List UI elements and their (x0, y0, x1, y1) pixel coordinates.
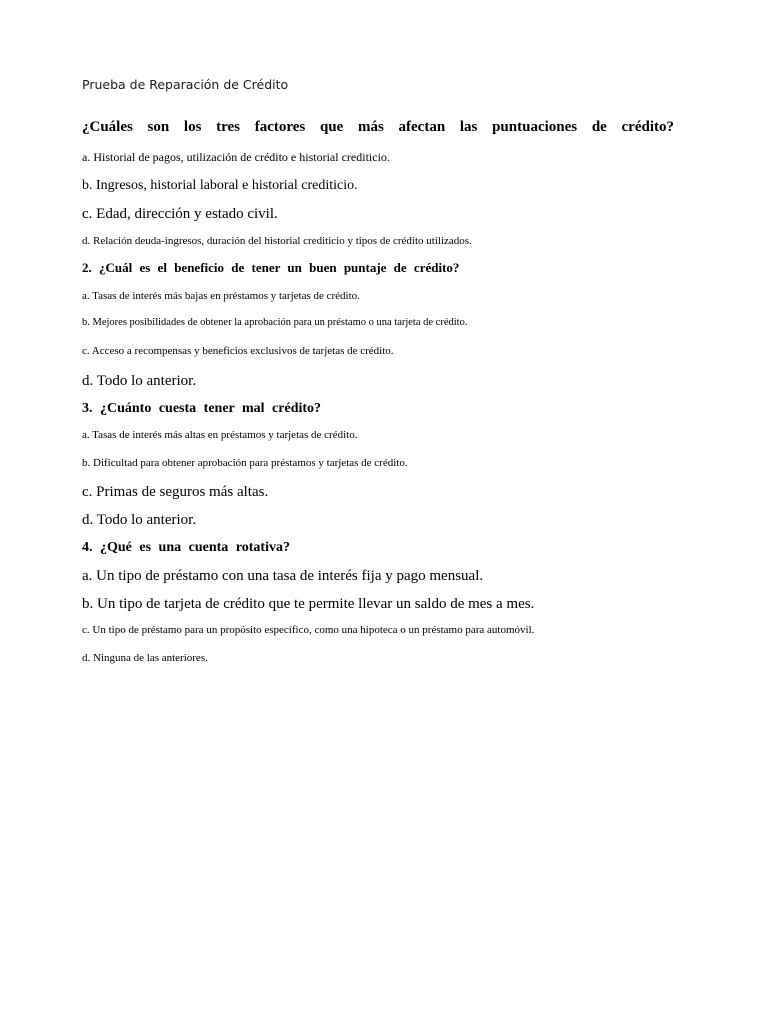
question-3: 3. ¿Cuánto cuesta tener mal crédito? (82, 401, 322, 416)
question-3-option-c: c. Primas de seguros más altas. (82, 484, 269, 500)
question-4-option-a: a. Un tipo de préstamo con una tasa de interés fija y pago mensual. (82, 568, 484, 584)
question-3-option-b: b. Dificultad para obtener aprobación para préstamos y tarjetas de crédito. (82, 457, 408, 469)
question-4-option-b: b. Un tipo de tarjeta de crédito que te permite llevar un saldo de mes a mes. (82, 596, 535, 612)
question-2-option-b: b. Mejores posibilidades de obtener la aprobación para un préstamo o una tarjeta de crédito. (82, 317, 468, 328)
question-2: 2. ¿Cuál es el beneficio de tener un buen puntaje de crédito? (82, 260, 460, 275)
question-4-option-d: d. Ninguna de las anteriores. (82, 652, 208, 664)
question-4-option-c: c. Un tipo de préstamo para un propósito específico, como una hipoteca o un préstamo para automóvil. (82, 624, 535, 636)
question-1-option-c: c. Edad, dirección y estado civil. (82, 206, 278, 222)
question-1-option-a: a. Historial de pagos, utilización de crédito e historial crediticio. (82, 150, 390, 164)
question-1-option-b: b. Ingresos, historial laboral e historial crediticio. (82, 178, 358, 193)
question-2-option-c: c. Acceso a recompensas y beneficios exclusivos de tarjetas de crédito. (82, 345, 394, 357)
question-3-option-a: a. Tasas de interés más altas en préstamos y tarjetas de crédito. (82, 429, 358, 441)
question-4: 4. ¿Qué es una cuenta rotativa? (82, 540, 290, 555)
question-3-option-d: d. Todo lo anterior. (82, 512, 197, 528)
question-1: ¿Cuáles son los tres factores que más afectan las puntuaciones de crédito? (82, 119, 674, 135)
question-2-option-d: d. Todo lo anterior. (82, 373, 197, 389)
question-1-option-d: d. Relación deuda-ingresos, duración del historial crediticio y tipos de crédito utilizados. (82, 235, 472, 247)
document-title: Prueba de Reparación de Crédito (82, 77, 289, 92)
question-2-option-a: a. Tasas de interés más bajas en préstamos y tarjetas de crédito. (82, 290, 360, 302)
